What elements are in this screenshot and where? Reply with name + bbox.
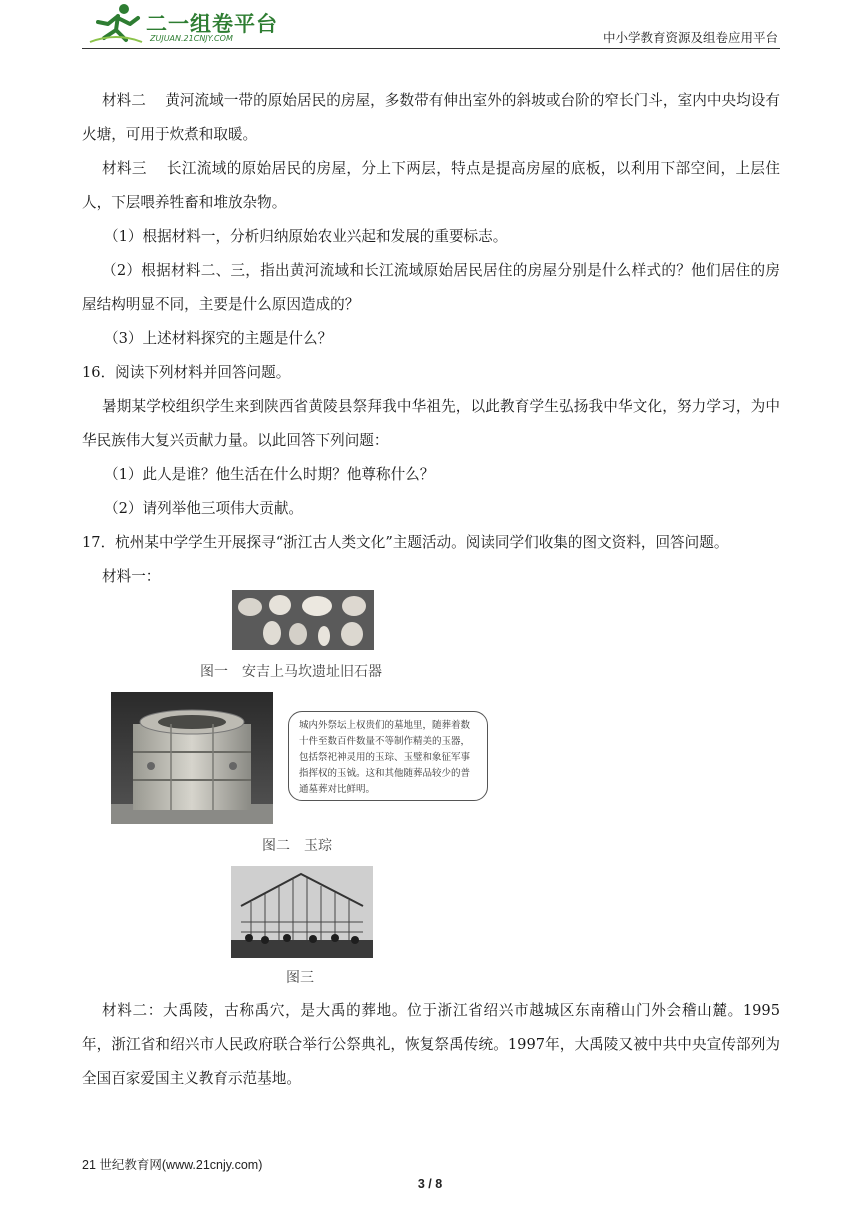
footer-site: 21 世纪教育网(www.21cnjy.com) [82, 1158, 263, 1172]
material-2: 材料二 黄河流域一带的原始居民的房屋，多数带有伸出室外的斜坡或台阶的窄长门斗，室内中央均设有火塘，可用于炊煮和取暖。 [82, 92, 780, 143]
material-3: 材料三 长江流域的原始居民的房屋，分上下两层，特点是提高房屋的底板，以利用下部空间，上层住人，下层喂养牲畜和堆放杂物。 [82, 160, 780, 211]
figure-2-speech-bubble: 城内外祭坛上权贵们的墓地里，随葬着数十件至数百件数量不等制作精美的玉器，包括祭祀神灵用的玉琮、玉璧和象征军事指挥权的玉钺。这和其他随葬品较少的普通墓葬对比鲜明。 [288, 711, 488, 801]
question-16-1: （1）此人是谁？他生活在什么时期？他尊称什么？ [104, 466, 435, 483]
material-1-label: 材料一： [102, 568, 161, 585]
header-tagline: 中小学教育资源及组卷应用平台 [602, 30, 778, 45]
material-2-dayu: 材料二：大禹陵，古称禹穴，是大禹的葬地。位于浙江省绍兴市越城区东南稽山门外会稽山麓。1995年，浙江省和绍兴市人民政府联合举行公祭典礼，恢复祭禹传统。1997年，大禹陵又被中共中央宣传部列为全国百家爱国主义教育示范基地。 [82, 1002, 780, 1087]
document-body-lower [82, 994, 780, 1096]
figure-1-caption: 图一 安吉上马坎遗址旧石器 [200, 664, 382, 680]
question-16: 16．阅读下列材料并回答问题。 [82, 364, 291, 381]
logo-text: 二一组卷平台 [146, 12, 278, 36]
question-15-1: （1）根据材料一，分析归纳原始农业兴起和发展的重要标志。 [104, 228, 508, 245]
site-logo [88, 2, 328, 46]
question-16-2: （2）请列举他三项伟大贡献。 [104, 500, 304, 517]
question-15-2: （2）根据材料二、三，指出黄河流域和长江流域原始居民居住的房屋分别是什么样式的？他们居住的房屋结构明显不同，主要是什么原因造成的？ [82, 262, 780, 313]
runner-logo-icon [88, 2, 144, 46]
question-16-body: 暑期某学校组织学生来到陕西省黄陵县祭拜我中华祖先，以此教育学生弘扬我中华文化，努力学习，为中华民族伟大复兴贡献力量。以此回答下列问题： [82, 398, 780, 449]
question-17: 17．杭州某中学学生开展探寻“浙江古人类文化”主题活动。阅读同学们收集的图文资料，回答问题。 [82, 534, 729, 551]
logo-subtext: ZUJUAN.21CNJY.COM [150, 34, 233, 43]
question-15-3: （3）上述材料探究的主题是什么？ [104, 330, 333, 347]
page-header [82, 0, 780, 49]
figure-stone-tools [232, 590, 374, 650]
figure-3-caption: 图三 [286, 970, 314, 986]
document-body [82, 84, 780, 594]
figure-stilt-house [231, 866, 373, 958]
figure-jade-cong [111, 692, 273, 824]
page-number: 3 / 8 [417, 1177, 443, 1191]
figure-2-caption: 图二 玉琮 [262, 838, 332, 854]
